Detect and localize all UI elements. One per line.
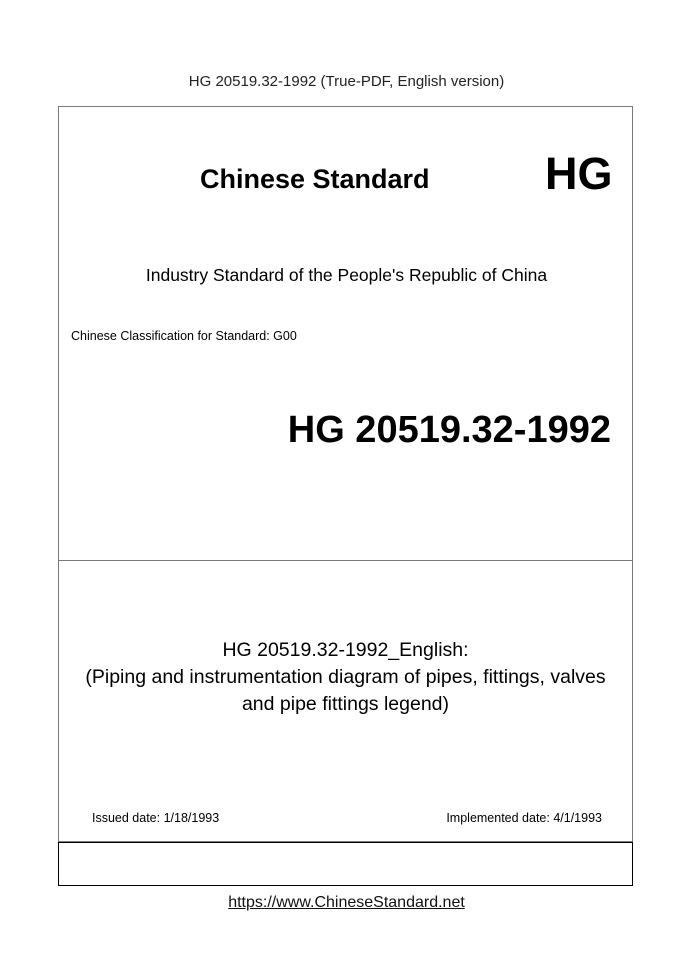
title-line-2: (Piping and instrumentation diagram of pipes, fittings, valves [85,666,606,688]
document-title [62,637,629,718]
issued-date: Issued date: 1/18/1993 [92,811,220,825]
title-line-3: and pipe fittings legend) [241,693,450,715]
footer [0,893,693,913]
implemented-date: Implemented date: 4/1/1993 [446,811,602,825]
standard-number: HG 20519.32-1992 [287,409,611,451]
standard-code-mark: HG [545,148,613,199]
website-link[interactable]: https://www.ChineseStandard.net [228,894,465,911]
cover-bottom-panel [58,842,633,886]
title-line-1: HG 20519.32-1992_English: [222,639,469,661]
document-header: HG 20519.32-1992 (True-PDF, English version) [188,73,505,90]
classification-text: Chinese Classification for Standard: G00 [71,329,297,343]
industry-line: Industry Standard of the People's Republic of China [145,265,548,285]
standard-heading: Chinese Standard [200,164,430,194]
